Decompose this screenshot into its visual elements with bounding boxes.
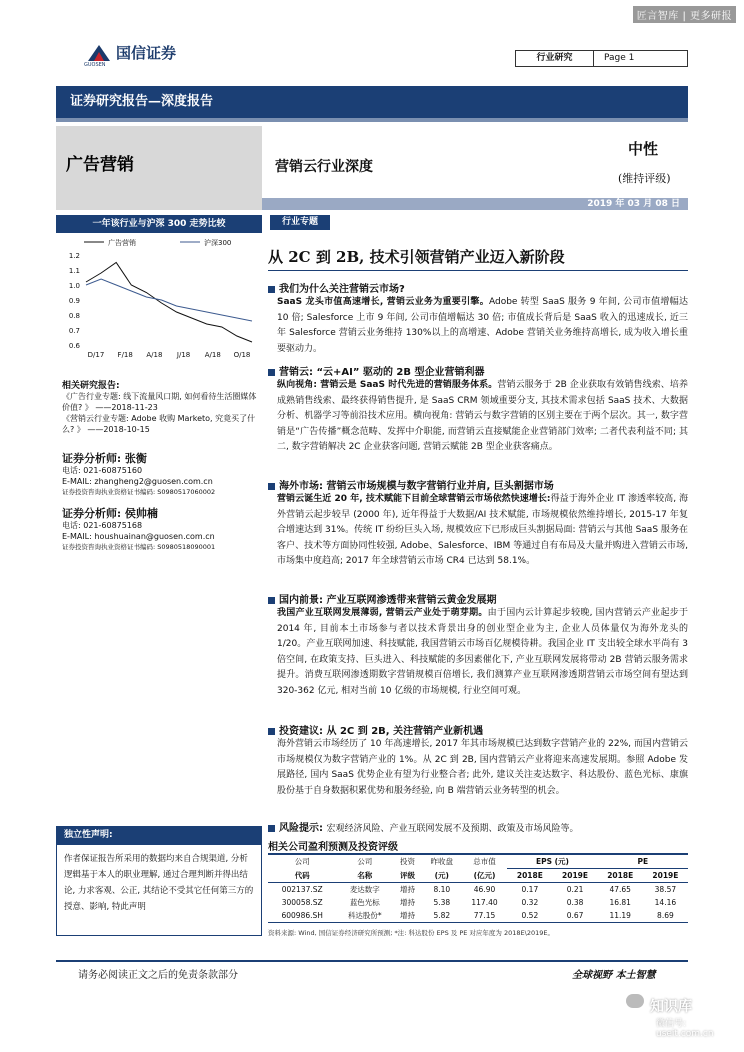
x-tick-label: A/18	[146, 351, 163, 359]
table-cell: 增持	[393, 909, 422, 923]
table-header-cell: 代码	[268, 869, 336, 883]
y-tick-label: 0.8	[68, 312, 80, 320]
sector-name: 广告营销	[66, 155, 134, 175]
headline: 从 2C 到 2B, 技术引领营销产业迈入新阶段	[268, 248, 565, 266]
wechat-icon	[626, 994, 644, 1008]
table-cell: 5.82	[422, 909, 462, 923]
table-cell: 117.40	[471, 897, 498, 907]
related-item: 《营销云行业专题: Adobe 收购 Marketo, 究竟买了什么? 》 ——2018-10-15	[62, 414, 256, 434]
table-cell: 11.19	[598, 909, 643, 923]
table-cell: 14.16	[654, 897, 677, 907]
table-cell: 38.57	[654, 884, 677, 894]
bullet-icon	[268, 369, 275, 376]
series-line	[86, 279, 252, 321]
analyst-email[interactable]: E-MAIL: zhangheng2@guosen.com.cn	[62, 477, 213, 486]
table-cell: 8.10	[433, 884, 451, 894]
chart-heading: 一年该行业与沪深 300 走势比较	[56, 215, 262, 233]
table-header-cell: 2019E	[552, 869, 597, 883]
section-heading: 海外市场: 营销云市场规模与数字营销行业并肩, 巨头割据市场	[268, 477, 554, 492]
logo-name: 国信证券	[116, 44, 177, 62]
topic-tag: 行业专题	[270, 215, 330, 230]
section-heading: 营销云: “云+AI” 驱动的 2B 型企业营销利器	[268, 363, 485, 378]
table-cell: 600986.SH	[268, 909, 336, 923]
table-header-cell: (元)	[422, 869, 462, 883]
table-header-row	[268, 854, 688, 869]
table-cell: 77.15	[462, 909, 508, 923]
legend-label: 沪深300	[204, 239, 232, 247]
table-cell: 0.67	[552, 909, 597, 923]
table-header-cell: 总市值	[462, 854, 508, 869]
y-tick-label: 0.9	[68, 297, 80, 305]
section-body: 营销云诞生近 20 年, 技术赋能下目前全球营销云市场依然快速增长:得益于海外企业 IT 渗透率较高, 海外营销云起步较早 (2000 年), 近年得益于大数据/AI 技术赋能, 市场规模依然维持增长, 2015-17 年复合增速达到 31%。传统 IT 纷纷巨头入场, 规模效应下已形成巨头割据局面: 营销云与其他 SaaS 服务在客户、技术等方面协同性较强, Adobe、Salesforce、IBM 等通过自有布局及大量并购进入营销云市场, 市场集中度趋高; 2017 年全球营销云市场 CR4 已达到 58.1%。	[277, 494, 688, 566]
logo-sub: GUOSEN	[84, 62, 106, 68]
table-cell: 蓝色光标	[349, 897, 380, 907]
y-tick-label: 0.7	[68, 327, 80, 335]
x-tick-label: J/18	[176, 351, 191, 359]
x-tick-label: F/18	[117, 351, 133, 359]
independence-text: 作者保证报告所采用的数据均来自合规渠道, 分析逻辑基于本人的职业理解, 通过合理判断并得出结论, 力求客观、公正, 其结论不受其它任何第三方的授意、影响, 特此声明	[64, 854, 254, 912]
table-header-cell: (亿元)	[462, 869, 508, 883]
section-heading: 我们为什么关注营销云市场?	[268, 280, 405, 295]
analyst-name: 证券分析师: 张衡	[62, 452, 147, 465]
table-cell: 科达股份*	[336, 909, 393, 923]
company-logo	[86, 42, 176, 63]
table-header-cell: PE	[598, 854, 688, 869]
watermark-top: 匠言智库 | 更多研报	[633, 6, 736, 23]
analyst-name: 证券分析师: 侯帅楠	[62, 507, 158, 520]
bullet-icon	[268, 825, 275, 832]
y-tick-label: 1.0	[68, 282, 80, 290]
page-number: Page 1	[604, 53, 635, 63]
headline-rule	[268, 270, 688, 271]
footer-disclaimer: 请务必阅读正文之后的免责条款部分	[78, 970, 238, 981]
table-header-cell: 2019E	[643, 869, 688, 883]
analyst-email[interactable]: E-MAIL: houshuainan@guosen.com.cn	[62, 532, 215, 541]
table-cell: 麦达数字	[349, 884, 380, 894]
section-body: 海外营销云市场经历了 10 年高速增长, 2017 年其市场规模已达到数字营销产业的 22%, 而国内营销云市场规模仅为数字营销产业的 1%。从 2C 到 2B, 国内营销云产业将迎来高速发展期。参照 Adobe 发展路径, 国内 SaaS 优势企业有望为行业整合者; 此外, 建议关注麦达数字、科达股份、蓝色光标、康旗股份基于自身数据积累优势和服务经验, 向 B 端营销云业务转型的机会。	[277, 739, 688, 796]
table-cell: 16.81	[609, 897, 631, 907]
related-title: 相关研究报告:	[62, 381, 120, 391]
section-body: 纵向视角: 营销云是 SaaS 时代先进的营销服务体系。营销云服务于 2B 企业获取有效销售线索、培养成熟销售线索、最终获得销售提升, 是 SaaS CRM 领域重要分支, 其技术需求包括 SaaS 技术、大数据分析、机器学习等前沿技术应用。横向视角: 营销云与数字营销的区别主要在于两个层次。其一, 数字营销是“广告传播”概念范畴、发挥中介职能, 而营销云直接赋能企业营销部门效率; 二者代表利益不同; 其二, 数字营销解决 2C 企业获客问题, 营销云赋能 2B 型企业获客痛点。	[277, 380, 688, 452]
rating: 中性	[628, 140, 659, 158]
watermark-name: 知识库	[650, 999, 692, 1015]
y-tick-label: 1.1	[68, 267, 80, 275]
table-header-cell: 名称	[336, 869, 393, 883]
analyst-phone: 电话: 021-60875160	[62, 466, 143, 475]
table-source: 资料来源: Wind, 国信证券经济研究所预测; *注: 科达股份 EPS 及 PE 对应年度为 2018E\2019E。	[268, 929, 554, 937]
footer-rule	[56, 960, 688, 962]
section-heading: 投资建议: 从 2C 到 2B, 关注营销产业新机遇	[268, 722, 483, 737]
report-banner: 证券研究报告—深度报告	[56, 86, 688, 118]
section-heading: 国内前景: 产业互联网渗透带来营销云黄金发展期	[268, 591, 496, 606]
independence-heading: 独立性声明:	[56, 826, 262, 844]
trend-chart-svg	[56, 233, 262, 363]
section-body: 我国产业互联网发展薄弱, 营销云产业处于萌芽期。由于国内云计算起步较晚, 国内营销云产业起步于 2014 年, 目前本土市场参与者以技术背景出身的创业型企业为主, 企业人员体量仅为海外龙头的 1/20。产业互联网加速、科技赋能, 我国营销云市场百亿规模待耕。我国企业 IT 支出较全球水平尚有 3 倍空间, 在政策支持、巨头进入、科技赋能的多因素催化下, 产业互联网发展将带动 2B 营销云服务需求提升。消费互联网渗透期数字营销规模百倍增长, 我们测算产业互联网渗透期营销云市场空间有望达到 320-362 亿元, 相对当前 10 亿级的市场规模, 行业空间可观。	[277, 608, 688, 696]
table-cell: 5.38	[433, 897, 451, 907]
table-cell: 0.21	[566, 884, 584, 894]
report-type: 行业研究	[516, 51, 594, 66]
footer-slogan: 全球视野 本土智慧	[572, 970, 656, 981]
x-tick-label: A/18	[204, 351, 221, 359]
rating-note: (维持评级)	[618, 172, 671, 185]
forecast-table	[268, 853, 688, 923]
table-header-cell: 公司	[336, 854, 393, 869]
table-cell: 增持	[400, 897, 416, 907]
bullet-icon	[268, 597, 275, 604]
table-header-cell: 2018E	[507, 869, 552, 883]
y-tick-label: 1.2	[68, 252, 80, 260]
analyst-cert: 证券投资咨询执业资格证书编码: S0980518090001	[62, 543, 216, 551]
table-row	[268, 909, 688, 923]
report-title: 营销云行业深度	[275, 159, 373, 175]
table-header-cell: 公司	[268, 854, 336, 869]
table-header-cell: 昨收盘	[422, 854, 462, 869]
section-heading: 风险提示: 宏观经济风险、产业互联网发展不及预期、政策及市场风险等。	[268, 819, 579, 834]
section-body: SaaS 龙头市值高速增长, 营销云业务为重要引擎。Adobe 转型 SaaS 服务 9 年间, 公司市值增幅达 10 倍; Salesforce 上市 9 年间, 公司市值增幅达 30 倍; 市值成长背后是 SaaS 收入的迅速成长, 近三年 Salesforce 营销云业务维持 130%以上的高增速、Adobe 营销关业务维持高增长, 成为收入增长重要驱动力。	[277, 297, 688, 354]
bullet-icon	[268, 483, 275, 490]
table-cell: 0.17	[521, 884, 539, 894]
x-tick-label: O/18	[233, 351, 251, 359]
analyst-cert: 证券投资咨询执业资格证书编码: S0980517060002	[62, 488, 216, 496]
series-line	[86, 263, 252, 343]
table-cell: 300058.SZ	[281, 897, 323, 907]
table-cell: 0.32	[521, 897, 539, 907]
table-header-cell: 评级	[393, 869, 422, 883]
header-box	[515, 50, 688, 67]
table-header-cell: 投资	[393, 854, 422, 869]
logo-mark-icon	[86, 43, 112, 63]
trend-chart	[56, 233, 262, 363]
table-cell: 47.65	[609, 884, 631, 894]
bullet-icon	[268, 728, 275, 735]
table-header-row	[268, 869, 688, 883]
table-row	[268, 896, 688, 909]
table-cell: 8.69	[643, 909, 688, 923]
watermark-sub: 微信号: useit.com.cn	[656, 1019, 714, 1039]
table-cell: 增持	[400, 884, 416, 894]
banner-strip	[56, 118, 688, 122]
table-header-cell: 2018E	[598, 869, 643, 883]
x-tick-label: D/17	[87, 351, 105, 359]
table-cell: 002137.SZ	[281, 884, 323, 894]
table-row	[268, 882, 688, 896]
legend-label: 广告营销	[108, 239, 136, 247]
table-cell: 0.52	[507, 909, 552, 923]
related-item: 《广告行业专题: 线下流量风口期, 如何看待生活圈媒体价值? 》 ——2018-11-23	[62, 392, 257, 412]
y-tick-label: 0.6	[68, 342, 80, 350]
report-date: 2019 年 03 月 08 日	[262, 198, 688, 210]
table-header-cell: EPS (元)	[507, 854, 597, 869]
bullet-icon	[268, 286, 275, 293]
analyst-phone: 电话: 021-60875168	[62, 521, 143, 530]
table-cell: 46.90	[473, 884, 496, 894]
table-title: 相关公司盈利预测及投资评级	[268, 842, 398, 853]
table-cell: 0.38	[566, 897, 584, 907]
